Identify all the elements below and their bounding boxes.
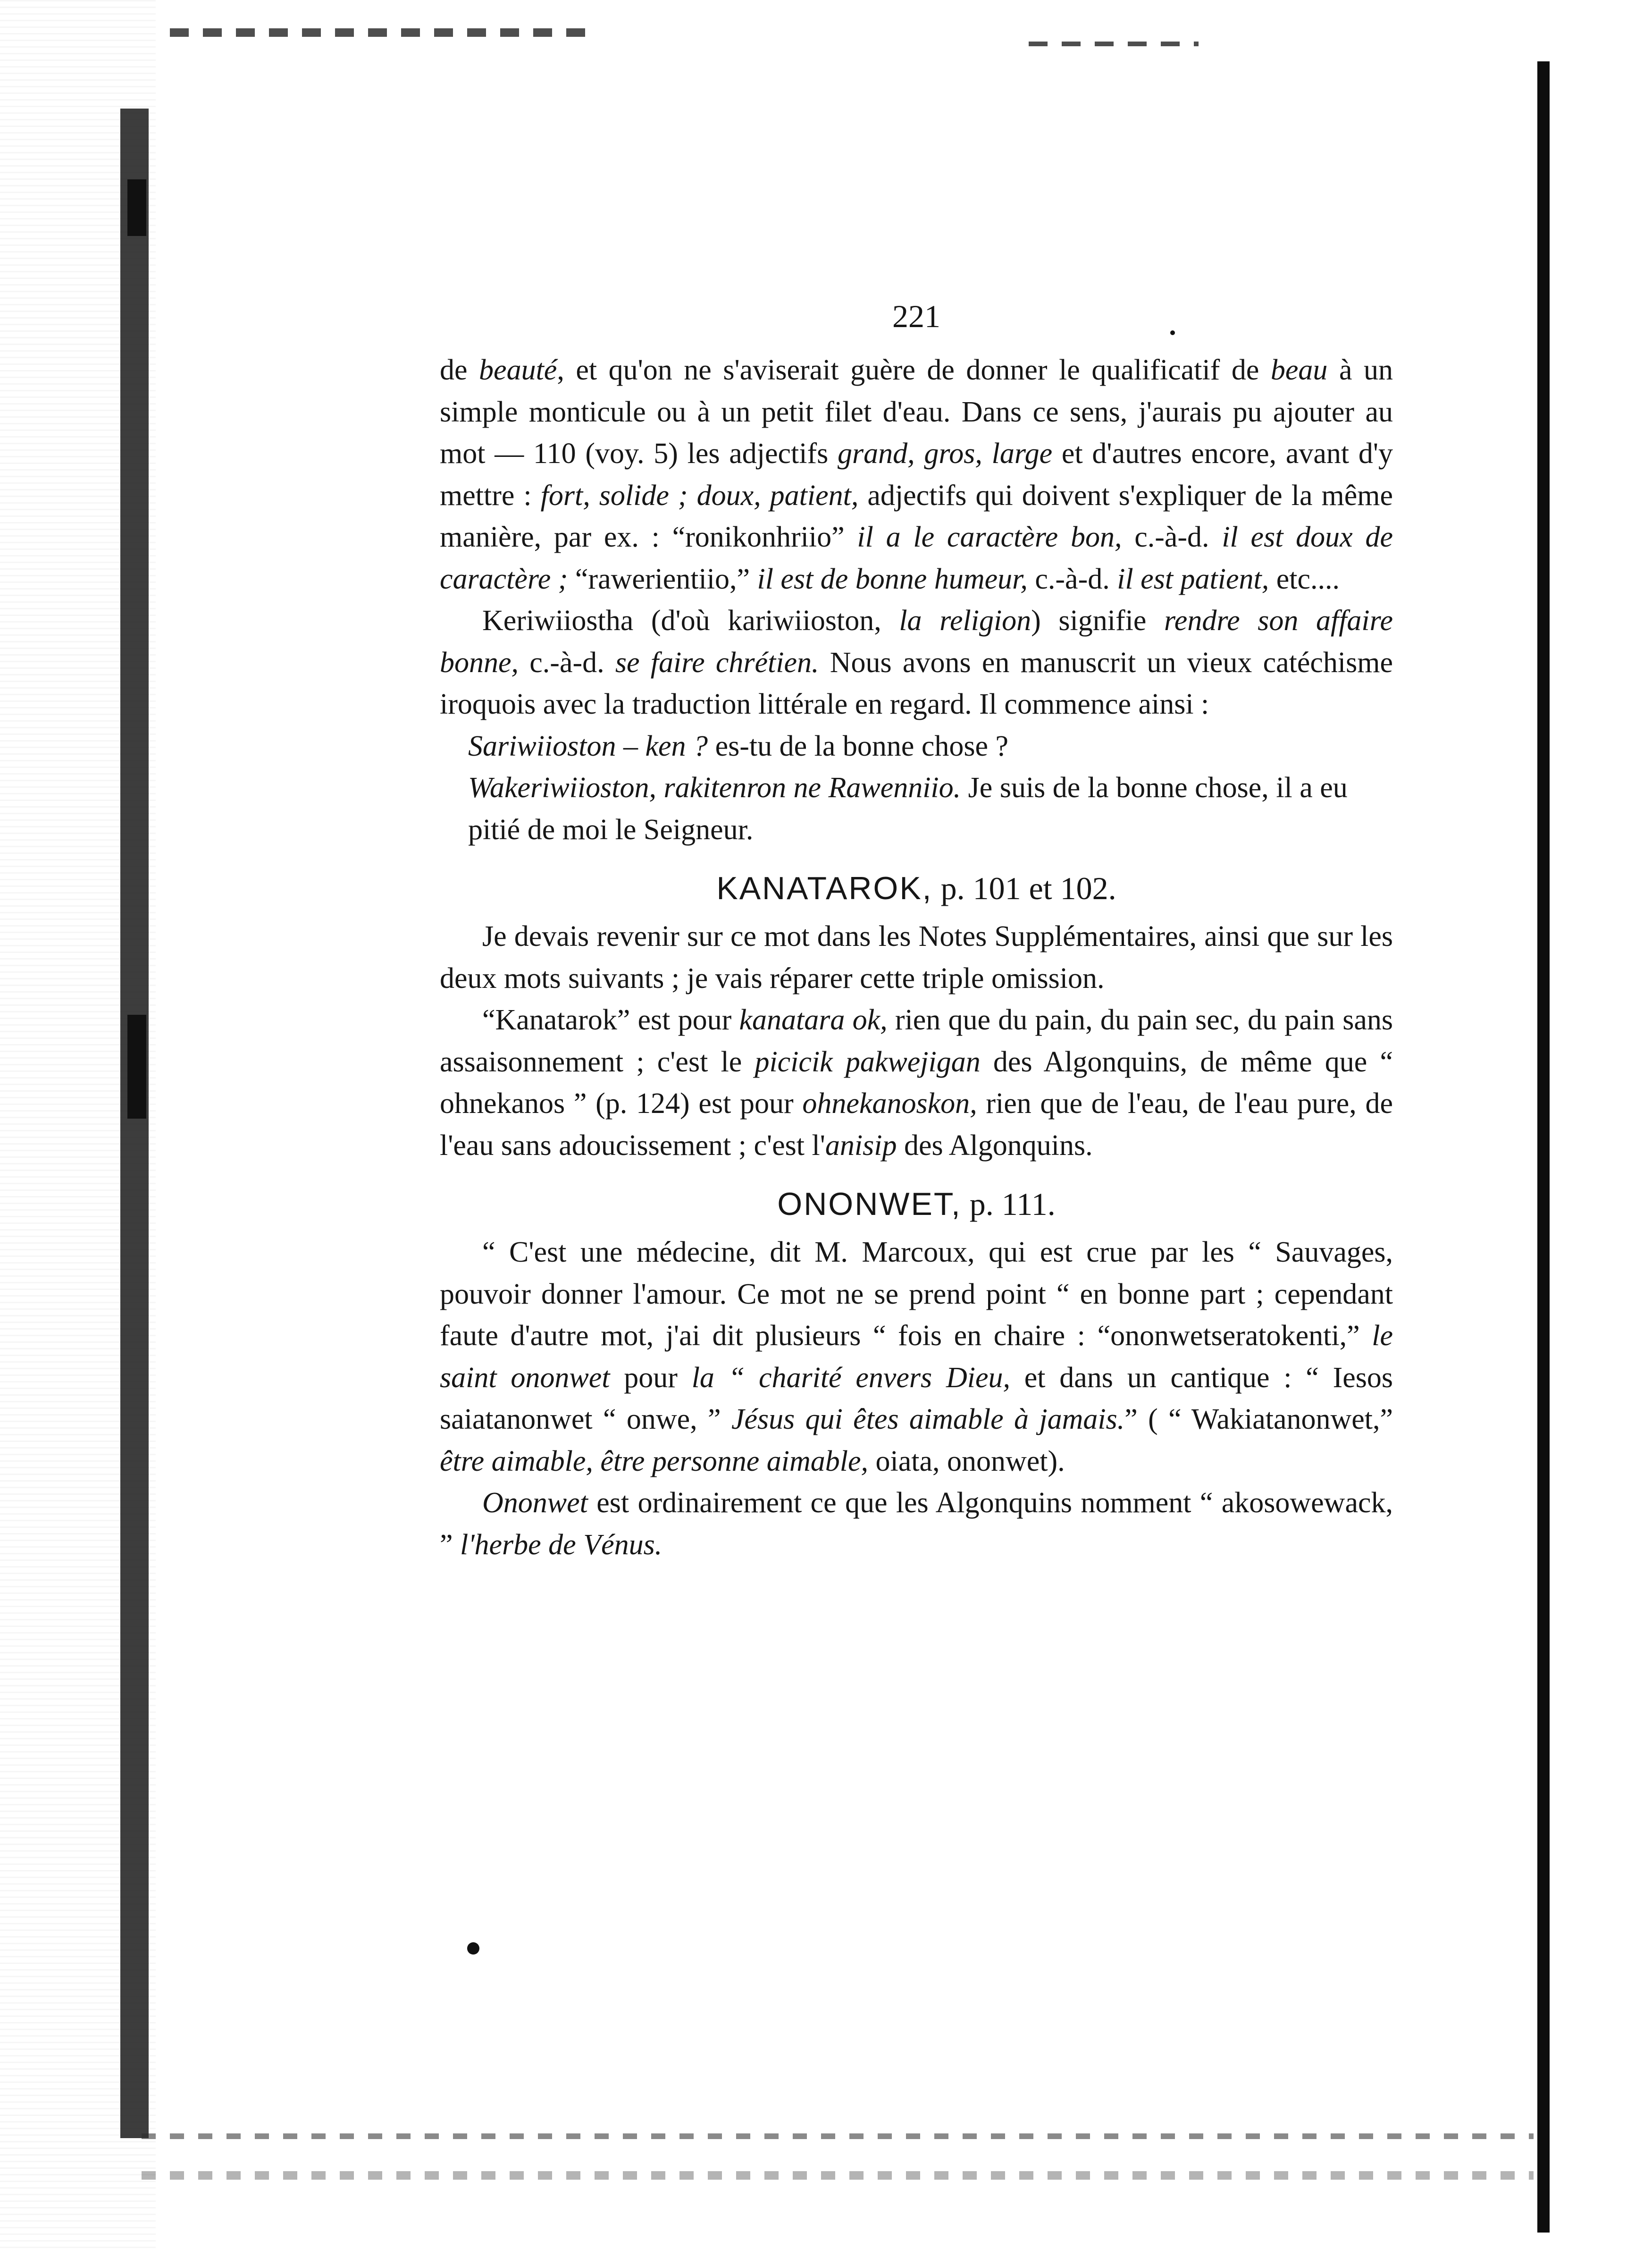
- italic-text-run: être aimable, être personne aimable,: [440, 1445, 868, 1477]
- scan-binding-bar: [120, 109, 149, 2138]
- text-run: rien que de l'eau, de l'eau pure, de l'eau sans adoucissement ; c'est l': [440, 1087, 1393, 1162]
- catechism-line: [440, 767, 1393, 851]
- italic-text-run: il est doux de caractère ;: [440, 521, 1393, 595]
- italic-text-run: Wakeriwiioston, rakitenron ne Rawenniio.: [468, 772, 961, 804]
- italic-text-run: kanatara ok,: [739, 1004, 888, 1036]
- text-run: “Kanatarok” est pour: [482, 1004, 739, 1036]
- heading-page-ref: p. 101 et 102.: [932, 870, 1116, 906]
- paragraph: [440, 349, 1393, 600]
- scan-mark: [127, 1015, 146, 1119]
- text-run: adjectifs qui doivent s'expliquer de la même manière, par ex. : “ronikonhriio”: [440, 479, 1393, 553]
- italic-text-run: beauté: [479, 354, 557, 386]
- text-run: “ C'est une médecine, dit M. Marcoux, qui est crue par les “ Sauvages, pouvoir donner l'amour. Ce mot ne se prend point “ en bonne part ; cependant faute d'autre mot, j'ai dit plusieurs “ fois en chaire : “ononwetseratokenti,”: [440, 1236, 1393, 1352]
- heading-page-ref: p. 111.: [961, 1186, 1056, 1222]
- italic-text-run: beau: [1270, 354, 1328, 386]
- italic-text-run: il est de bonne humeur,: [757, 563, 1028, 595]
- text-run: est ordinairement ce que les Algonquins nomment “ akosowewack, ”: [440, 1487, 1393, 1561]
- paragraph: [440, 600, 1393, 725]
- italic-text-run: le saint ononwet: [440, 1320, 1393, 1394]
- ink-speck: [467, 1942, 479, 1955]
- italic-text-run: Ononwet: [482, 1487, 588, 1519]
- italic-text-run: la “ charité envers Dieu,: [691, 1361, 1010, 1394]
- scan-bottom-noise: [142, 2133, 1534, 2139]
- text-run: à un simple monticule ou à un petit filet d'eau. Dans ce sens, j'aurais pu ajouter au mot — 110 (voy. 5) les adjectifs: [440, 354, 1393, 470]
- page-number: 221: [892, 298, 940, 334]
- italic-text-run: se faire chrétien.: [615, 646, 819, 679]
- italic-text-run: ohnekanoskon,: [802, 1087, 977, 1120]
- italic-text-run: picicik pakwejigan: [755, 1045, 981, 1078]
- text-run: , et qu'on ne s'aviserait guère de donner le qualificatif de: [557, 354, 1271, 386]
- italic-text-run: la religion: [899, 605, 1031, 637]
- italic-text-run: grand, gros, large: [838, 438, 1053, 470]
- quotation-paragraph: [440, 1231, 1393, 1482]
- section-heading: [440, 865, 1393, 912]
- italic-text-run: l'herbe de Vénus.: [460, 1528, 662, 1561]
- section-heading: [440, 1180, 1393, 1228]
- paragraph: [440, 916, 1393, 999]
- heading-title: KANATAROK,: [716, 870, 933, 906]
- scan-bottom-noise: [142, 2171, 1534, 2180]
- text-run: ) signifie: [1031, 605, 1164, 637]
- text-run: es-tu de la bonne chose ?: [708, 730, 1009, 762]
- italic-text-run: Jésus qui êtes aimable à jamais.: [731, 1403, 1125, 1435]
- scan-right-rule: [1537, 61, 1550, 2233]
- text-run: “rawerientiio,”: [568, 563, 757, 595]
- text-run: des Algonquins.: [897, 1129, 1093, 1162]
- italic-text-run: fort, solide ; doux, patient,: [540, 479, 859, 512]
- italic-text-run: il a le caractère bon,: [857, 521, 1122, 553]
- text-run: c.-à-d.: [1027, 563, 1117, 595]
- text-run: etc....: [1269, 563, 1340, 595]
- text-run: pour: [610, 1361, 692, 1394]
- text-run: rien que du pain, du pain sec, du pain sans assaisonnement ; c'est le: [440, 1004, 1393, 1078]
- text-run: Keriwiiostha (d'où kariwiioston,: [482, 605, 899, 637]
- scan-top-noise: [170, 28, 595, 37]
- text-run: oiata, ononwet).: [868, 1445, 1065, 1477]
- text-run: ” ( “ Wakiatanonwet,”: [1124, 1403, 1393, 1435]
- scan-top-noise: [1029, 42, 1199, 46]
- text-run: Je devais revenir sur ce mot dans les Notes Supplémentaires, ainsi que sur les deux mots suivants ; je vais réparer cette triple omission.: [440, 920, 1393, 994]
- text-run: c.-à-d.: [1122, 521, 1222, 553]
- text-run: c.-à-d.: [519, 646, 615, 679]
- italic-text-run: rendre son affaire bonne,: [440, 605, 1393, 679]
- text-run: de: [440, 354, 479, 386]
- text-run: des Algonquins, de même que “ ohnekanos ” (p. 124) est pour: [440, 1045, 1393, 1120]
- paragraph: [440, 999, 1393, 1166]
- catechism-line: [440, 725, 1393, 767]
- scan-mark: [127, 179, 146, 236]
- heading-title: ONONWET,: [777, 1186, 962, 1222]
- text-run: et d'autres encore, avant d'y mettre :: [440, 438, 1393, 512]
- text-run: Je suis de la bonne chose, il a eu pitié de moi le Seigneur.: [468, 772, 1348, 846]
- text-run: Nous avons en manuscrit un vieux catéchisme iroquois avec la traduction littérale en regard. Il commence ainsi :: [440, 646, 1393, 720]
- text-run: et dans un cantique : “ Iesos saiatanonwet “ onwe, ”: [440, 1361, 1393, 1435]
- italic-text-run: Sariwiioston – ken ?: [468, 730, 708, 762]
- italic-text-run: anisip: [825, 1129, 897, 1162]
- italic-text-run: il est patient,: [1117, 563, 1269, 595]
- page-body: [440, 297, 1393, 1566]
- paragraph: [440, 1482, 1393, 1566]
